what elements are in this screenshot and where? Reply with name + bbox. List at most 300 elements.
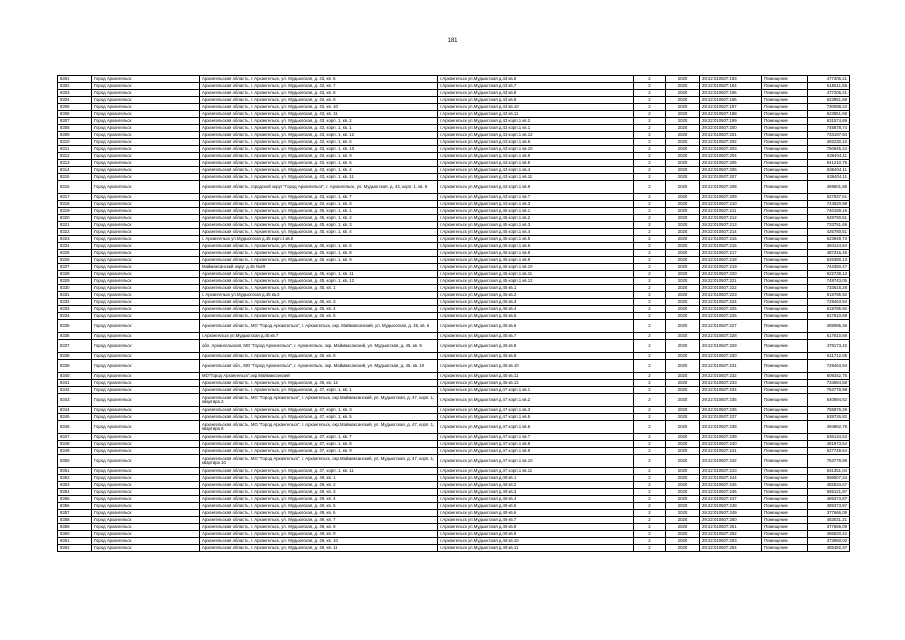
full-address-cell: Архангельская область, г. Архангельск, ул. Мудьюгская, д. 45, кв. 1 — [200, 285, 438, 292]
short-address-cell: г.Архангельск ул.Мудьюгская д.43 корп.1 кв.7 — [438, 194, 634, 201]
full-address-cell: Архангельская область, г. Архангельск, ул. Мудьюгская, д. 45, кв. 4 — [200, 306, 438, 313]
rooms-cell: 2 — [634, 264, 666, 271]
row-number-cell: 8362 — [58, 545, 92, 552]
cadastral-number-cell: 29:22:010507:209 — [700, 194, 762, 201]
municipality-cell: Город Архангельск — [92, 510, 200, 517]
object-type-cell: Помещение — [762, 510, 808, 517]
municipality-cell: Город Архангельск — [92, 306, 200, 313]
year-cell: 2020 — [666, 111, 700, 118]
rooms-cell: 2 — [634, 421, 666, 434]
row-number-cell: 8344 — [58, 407, 92, 414]
rooms-cell: 2 — [634, 387, 666, 394]
cost-cell: 377666,09 — [808, 524, 850, 531]
row-number-cell: 8358 — [58, 517, 92, 524]
object-type-cell: Помещение — [762, 118, 808, 125]
year-cell: 2020 — [666, 360, 700, 373]
cost-cell: 729463,94 — [808, 299, 850, 306]
rooms-cell: 2 — [634, 132, 666, 139]
cost-cell: 745878,74 — [808, 125, 850, 132]
row-number-cell: 8337 — [58, 340, 92, 353]
municipality-cell: Город Архангельск — [92, 271, 200, 278]
year-cell: 2020 — [666, 394, 700, 407]
cost-cell: 744520,98 — [808, 201, 850, 208]
row-number-cell: 8310 — [58, 139, 92, 146]
year-cell: 2020 — [666, 97, 700, 104]
full-address-cell: Архангельская область, г. Архангельск, ул. Мудьюгская, д. 43, кв. 6 — [200, 76, 438, 83]
short-address-cell: г.Архангельск ул.Мудьюгская д.47 корп.1 кв.10 — [438, 455, 634, 468]
cost-cell: 373950,02 — [808, 538, 850, 545]
year-cell: 2020 — [666, 421, 700, 434]
rooms-cell: 2 — [634, 278, 666, 285]
full-address-cell: Архангельская область, г. Архангельск, ул. Мудьюгская, д. 49, кв. 7 — [200, 517, 438, 524]
cost-cell: 619785,92 — [808, 306, 850, 313]
short-address-cell: г.Архангельск ул.Мудьюгская д.43 кв.11 — [438, 111, 634, 118]
row-number-cell: 8311 — [58, 146, 92, 153]
short-address-cell: г.Архангельск ул.Мудьюгская д.45 кв.8 — [438, 340, 634, 353]
full-address-cell: Архангельская область, г. Архангельск, ул. Мудьюгская, д. 49, кв. 6 — [200, 510, 438, 517]
year-cell: 2020 — [666, 278, 700, 285]
cadastral-number-cell: 29:22:010507:236 — [700, 407, 762, 414]
cadastral-number-cell: 29:22:010507:239 — [700, 434, 762, 441]
object-type-cell: Помещение — [762, 373, 808, 380]
cadastral-number-cell: 29:22:010507:214 — [700, 229, 762, 236]
cadastral-number-cell: 29:22:010507:212 — [700, 215, 762, 222]
full-address-cell: Архангельская область, г. Архангельск, ул. Мудьюгская, д. 45, корп. 1, кв. 3 — [200, 222, 438, 229]
cadastral-number-cell: 29:22:010507:194 — [700, 83, 762, 90]
municipality-cell: Город Архангельск — [92, 353, 200, 360]
row-number-cell: 8359 — [58, 524, 92, 531]
municipality-cell: Город Архангельск — [92, 160, 200, 167]
object-type-cell: Помещение — [762, 243, 808, 250]
year-cell: 2020 — [666, 125, 700, 132]
row-number-cell: 8345 — [58, 414, 92, 421]
row-number-cell: 8349 — [58, 448, 92, 455]
table-row — [58, 531, 850, 538]
short-address-cell: г.Архангельск ул.Мудьюгская д.49 кв.7 — [438, 517, 634, 524]
rooms-cell: 2 — [634, 434, 666, 441]
year-cell: 2020 — [666, 83, 700, 90]
rooms-cell: 2 — [634, 257, 666, 264]
table-row — [58, 448, 850, 455]
municipality-cell: Город Архангельск — [92, 496, 200, 503]
year-cell: 2020 — [666, 414, 700, 421]
rooms-cell: 2 — [634, 118, 666, 125]
row-number-cell: 8339 — [58, 360, 92, 373]
object-type-cell: Помещение — [762, 90, 808, 97]
object-type-cell: Помещение — [762, 208, 808, 215]
object-type-cell: Помещение — [762, 222, 808, 229]
municipality-cell: Город Архангельск — [92, 380, 200, 387]
cost-cell: 753778,98 — [808, 387, 850, 394]
cost-cell: 485373,87 — [808, 503, 850, 510]
year-cell: 2020 — [666, 299, 700, 306]
cost-cell: 749743,05 — [808, 278, 850, 285]
object-type-cell: Помещение — [762, 468, 808, 475]
full-address-cell: Архангельская область, г. Архангельск, ул. Мудьюгская, д. 45, кв. 9 — [200, 353, 438, 360]
cost-cell: 617610,69 — [808, 313, 850, 320]
rooms-cell: 2 — [634, 97, 666, 104]
cadastral-number-cell: 29:22:010507:200 — [700, 125, 762, 132]
year-cell: 2020 — [666, 441, 700, 448]
rooms-cell: 2 — [634, 333, 666, 340]
object-type-cell: Помещение — [762, 278, 808, 285]
full-address-cell: Архангельская область, г. Архангельск, ул. Мудьюгская, д. 47, корп. 1, кв. 5 — [200, 414, 438, 421]
year-cell: 2020 — [666, 434, 700, 441]
full-address-cell: Архангельская область, г. Архангельск, ул. Мудьюгская, д. 43, корп. 1, кв. 7 — [200, 194, 438, 201]
short-address-cell: г.Архангельск ул.Мудьюгская д.45 кв.11 — [438, 373, 634, 380]
rooms-cell: 2 — [634, 222, 666, 229]
cadastral-number-cell: 29:22:010507:248 — [700, 503, 762, 510]
cost-cell: 611712,05 — [808, 353, 850, 360]
rooms-cell: 2 — [634, 496, 666, 503]
rooms-cell: 2 — [634, 468, 666, 475]
row-number-cell: 8317 — [58, 194, 92, 201]
year-cell: 2020 — [666, 250, 700, 257]
object-type-cell: Помещение — [762, 482, 808, 489]
cost-cell: 485373,87 — [808, 496, 850, 503]
table-row — [58, 118, 850, 125]
row-number-cell: 8320 — [58, 215, 92, 222]
short-address-cell: г.Архангельск ул.Мудьюгская д.45 кв.10 — [438, 360, 634, 373]
municipality-cell: Город Архангельск — [92, 475, 200, 482]
cost-cell: 631574,69 — [808, 118, 850, 125]
object-type-cell: Помещение — [762, 299, 808, 306]
rooms-cell: 2 — [634, 236, 666, 243]
table-row — [58, 320, 850, 333]
cost-cell: 640894,62 — [808, 394, 850, 407]
row-number-cell: 8355 — [58, 496, 92, 503]
year-cell: 2020 — [666, 387, 700, 394]
object-type-cell: Помещение — [762, 292, 808, 299]
cost-cell: 626380,13 — [808, 257, 850, 264]
full-address-cell: Архангельская область, МО "Город Архангельск", г. Архангельск, окр.Маймаксанский, ул. Мудьюгская, д. 47, корп. 1, квартира 6 — [200, 421, 438, 434]
short-address-cell: г.Архангельск ул.Мудьюгская д.43 корп.1 кв.10 — [438, 146, 634, 153]
row-number-cell: 8319 — [58, 208, 92, 215]
cost-cell: 639726,82 — [808, 414, 850, 421]
municipality-cell: Город Архангельск — [92, 320, 200, 333]
cost-cell: 485482,37 — [808, 545, 850, 552]
row-number-cell: 8348 — [58, 441, 92, 448]
municipality-cell: Город Архангельск — [92, 468, 200, 475]
year-cell: 2020 — [666, 475, 700, 482]
municipality-cell: Город Архангельск — [92, 482, 200, 489]
year-cell: 2020 — [666, 380, 700, 387]
municipality-cell: Город Архангельск — [92, 250, 200, 257]
short-address-cell: г.Архангельск ул.Мудьюгская д.45 кв.4 — [438, 306, 634, 313]
cadastral-number-cell: 29:22:010507:232 — [700, 373, 762, 380]
year-cell: 2020 — [666, 510, 700, 517]
cost-cell: 733616,28 — [808, 285, 850, 292]
short-address-cell: г.Архангельск ул.Мудьюгская д.45 корп.1 кв.10 — [438, 264, 634, 271]
object-type-cell: Помещение — [762, 257, 808, 264]
table-row — [58, 299, 850, 306]
table-row — [58, 250, 850, 257]
object-type-cell: Помещение — [762, 394, 808, 407]
full-address-cell: Архангельская область, г. Архангельск, ул. Мудьюгская, д. 43, корп. 1, кв. 5 — [200, 160, 438, 167]
row-number-cell: 8354 — [58, 489, 92, 496]
year-cell: 2020 — [666, 181, 700, 194]
cadastral-number-cell: 29:22:010507:231 — [700, 360, 762, 373]
rooms-cell: 2 — [634, 503, 666, 510]
full-address-cell: Архангельская область, г. Архангельск, ул. Мудьюгская, д. 43, корп. 1, кв. 10 — [200, 146, 438, 153]
rooms-cell: 2 — [634, 448, 666, 455]
full-address-cell: Архангельская область, г. Архангельск, ул. Мудьюгская, д. 49, кв. 1 — [200, 475, 438, 482]
municipality-cell: Город Архангельск — [92, 257, 200, 264]
cadastral-number-cell: 29:22:010507:229 — [700, 340, 762, 353]
table-row — [58, 414, 850, 421]
municipality-cell: Город Архангельск — [92, 83, 200, 90]
cadastral-number-cell: 29:22:010507:204 — [700, 153, 762, 160]
object-type-cell: Помещение — [762, 132, 808, 139]
rooms-cell: 2 — [634, 510, 666, 517]
cadastral-number-cell: 29:22:010507:250 — [700, 517, 762, 524]
full-address-cell: Архангельская область, г. Архангельск, ул. Мудьюгская, д. 43, кв. 11 — [200, 111, 438, 118]
object-type-cell: Помещение — [762, 320, 808, 333]
rooms-cell: 2 — [634, 517, 666, 524]
object-type-cell: Помещение — [762, 434, 808, 441]
table-row — [58, 146, 850, 153]
year-cell: 2020 — [666, 201, 700, 208]
rooms-cell: 2 — [634, 83, 666, 90]
year-cell: 2020 — [666, 517, 700, 524]
object-type-cell: Помещение — [762, 496, 808, 503]
municipality-cell: Город Архангельск — [92, 104, 200, 111]
full-address-cell: Архангельская область, г. Архангельск, ул. Мудьюгская, д. 45, корп. 1, кв. 9 — [200, 257, 438, 264]
rooms-cell: 2 — [634, 299, 666, 306]
cost-cell: 627748,54 — [808, 448, 850, 455]
cadastral-number-cell: 29:22:010507:230 — [700, 353, 762, 360]
year-cell: 2020 — [666, 264, 700, 271]
municipality-cell: Город Архангельск — [92, 538, 200, 545]
municipality-cell: Город Архангельск — [92, 421, 200, 434]
cost-cell: 755876,29 — [808, 407, 850, 414]
table-row — [58, 373, 850, 380]
cadastral-number-cell: 29:22:010507:221 — [700, 278, 762, 285]
full-address-cell: Архангельская область, г. Архангельск, ул. Мудьюгская, д. 45, корп. 1, кв. 11 — [200, 271, 438, 278]
full-address-cell: Архангельская область, МО "Город Архангельск", г. Архангельск, окр.Маймаксанский, ул. Мудьюгская, д. 47, корп. 1, квартира 10 — [200, 455, 438, 468]
object-type-cell: Помещение — [762, 455, 808, 468]
cost-cell: 636404,11 — [808, 153, 850, 160]
year-cell: 2020 — [666, 353, 700, 360]
year-cell: 2020 — [666, 236, 700, 243]
municipality-cell: Город Архангельск — [92, 441, 200, 448]
object-type-cell: Помещение — [762, 313, 808, 320]
short-address-cell: г.Архангельск ул.Мудьюгская д.45 корп.1 кв.11 — [438, 271, 634, 278]
cadastral-number-cell: 29:22:010507:246 — [700, 489, 762, 496]
short-address-cell: г.Архангельск ул.Мудьюгская д.49 кв.11 — [438, 545, 634, 552]
rooms-cell: 2 — [634, 104, 666, 111]
short-address-cell: г.Архангельск ул.Мудьюгская д.43 корп.1 кв.4 — [438, 167, 634, 174]
table-row — [58, 489, 850, 496]
cost-cell: 628780,51 — [808, 215, 850, 222]
table-row — [58, 292, 850, 299]
year-cell: 2020 — [666, 538, 700, 545]
rooms-cell: 2 — [634, 271, 666, 278]
table-row — [58, 538, 850, 545]
table-row — [58, 236, 850, 243]
full-address-cell: Архангельская область, г. Архангельск, ул. Мудьюгская, д. 49, кв. 8 — [200, 524, 438, 531]
full-address-cell: Архангельская область, г. Архангельск, ул. Мудьюгская, д. 45, корп. 1, кв. 8 — [200, 250, 438, 257]
year-cell: 2020 — [666, 167, 700, 174]
municipality-cell: Город Архангельск — [92, 299, 200, 306]
cost-cell: 469601,85 — [808, 181, 850, 194]
short-address-cell: г.Архангельск ул.Мудьюгская д.43 корп.1 кв.1 — [438, 125, 634, 132]
full-address-cell: Архангельская область, г. Архангельск, ул. Мудьюгская, д. 43, корп. 1, кв. 3 — [200, 201, 438, 208]
short-address-cell: г.Архангельск ул.Мудьюгская д.49 кв.8 — [438, 524, 634, 531]
cadastral-number-cell: 29:22:010507:211 — [700, 208, 762, 215]
rooms-cell: 2 — [634, 153, 666, 160]
cost-cell: 742350,47 — [808, 264, 850, 271]
table-row — [58, 208, 850, 215]
municipality-cell: Город Архангельск — [92, 208, 200, 215]
full-address-cell: Архангельская область, городской округ "Город Архангельск", г. Архангельск, ул. Мудьюгская, д. 43, корп. 1, кв. 8 — [200, 181, 438, 194]
rooms-cell: 2 — [634, 545, 666, 552]
short-address-cell: г.Архангельск ул.Мудьюгская д.43 кв.8 — [438, 90, 634, 97]
row-number-cell: 8316 — [58, 181, 92, 194]
cost-cell: 753778,98 — [808, 455, 850, 468]
object-type-cell: Помещение — [762, 76, 808, 83]
row-number-cell: 8303 — [58, 90, 92, 97]
short-address-cell: г.Архангельск ул.Мудьюгская д.45 кв.9 — [438, 353, 634, 360]
full-address-cell: Архангельская область, г. Архангельск, ул. Мудьюгская, д. 45, кв. 5 — [200, 313, 438, 320]
cost-cell: 636404,11 — [808, 167, 850, 174]
cadastral-number-cell: 29:22:010507:225 — [700, 306, 762, 313]
year-cell: 2020 — [666, 285, 700, 292]
table-row — [58, 421, 850, 434]
cost-cell: 489085,36 — [808, 320, 850, 333]
table-row — [58, 360, 850, 373]
cost-cell: 494144,84 — [808, 243, 850, 250]
rooms-cell: 2 — [634, 353, 666, 360]
municipality-cell: Город Архангельск — [92, 531, 200, 538]
table-row — [58, 167, 850, 174]
cost-cell: 615611,55 — [808, 83, 850, 90]
cadastral-number-cell: 29:22:010507:206 — [700, 167, 762, 174]
municipality-cell: Город Архангельск — [92, 503, 200, 510]
municipality-cell: Город Архангельск — [92, 545, 200, 552]
short-address-cell: г.Архангельск ул.Мудьюгская д.47 корп.1 кв.5 — [438, 414, 634, 421]
cadastral-number-cell: 29:22:010507:243 — [700, 468, 762, 475]
cost-cell: 494862,76 — [808, 421, 850, 434]
municipality-cell: Город Архангельск — [92, 118, 200, 125]
rooms-cell: 2 — [634, 475, 666, 482]
object-type-cell: Помещение — [762, 139, 808, 146]
rooms-cell: 2 — [634, 111, 666, 118]
full-address-cell: Архангельская область, МО "Город Архангельск", г. Архангельск, окр.Маймаксанский, ул. Мудьюгская, д. 47, корп. 1, квартира 2 — [200, 394, 438, 407]
cadastral-number-cell: 29:22:010507:222 — [700, 285, 762, 292]
object-type-cell: Помещение — [762, 407, 808, 414]
table-row — [58, 160, 850, 167]
municipality-cell: Город Архангельск — [92, 264, 200, 271]
full-address-cell: Архангельская область, г. Архангельск, ул. Мудьюгская, д. 43, корп. 1, кв. 2 — [200, 118, 438, 125]
object-type-cell: Помещение — [762, 215, 808, 222]
object-type-cell: Помещение — [762, 160, 808, 167]
full-address-cell: г. Архангельск ул.Мудьюгская д.45 корп.1 кв.5 — [200, 236, 438, 243]
year-cell: 2020 — [666, 306, 700, 313]
object-type-cell: Помещение — [762, 353, 808, 360]
table-row — [58, 387, 850, 394]
municipality-cell: Город Архангельск — [92, 285, 200, 292]
cadastral-number-cell: 29:22:010507:254 — [700, 545, 762, 552]
object-type-cell: Помещение — [762, 125, 808, 132]
municipality-cell: Город Архангельск — [92, 167, 200, 174]
municipality-cell: Город Архангельск — [92, 373, 200, 380]
municipality-cell: Город Архангельск — [92, 313, 200, 320]
municipality-cell: Город Архангельск — [92, 201, 200, 208]
municipality-cell: Город Архангельск — [92, 333, 200, 340]
short-address-cell: г.Архангельск ул.Мудьюгская д.45 корп.1 кв.2 — [438, 215, 634, 222]
object-type-cell: Помещение — [762, 524, 808, 531]
row-number-cell: 8336 — [58, 333, 92, 340]
municipality-cell: Город Архангельск — [92, 236, 200, 243]
municipality-cell: Город Архангельск — [92, 111, 200, 118]
row-number-cell: 8324 — [58, 243, 92, 250]
cadastral-number-cell: 29:22:010507:217 — [700, 250, 762, 257]
short-address-cell: г.Архангельск ул.Мудьюгская д.45 кв.6 — [438, 320, 634, 333]
table-row — [58, 510, 850, 517]
short-address-cell: г.Архангельск ул.Мудьюгская д.47 корп.1 кв.9 — [438, 448, 634, 455]
rooms-cell: 2 — [634, 380, 666, 387]
table-row — [58, 496, 850, 503]
object-type-cell: Помещение — [762, 333, 808, 340]
full-address-cell: Архангельская область, г. Архангельск, ул. Мудьюгская, д. 49, кв. 5 — [200, 503, 438, 510]
short-address-cell: г.Архангельск ул.Мудьюгская д.45 корп.1 кв.4 — [438, 229, 634, 236]
short-address-cell: г.Архангельск ул.Мудьюгская д.45 корп.1 кв.9 — [438, 257, 634, 264]
object-type-cell: Помещение — [762, 153, 808, 160]
cadastral-number-cell: 29:22:010507:210 — [700, 201, 762, 208]
cost-cell: 481973,54 — [808, 441, 850, 448]
municipality-cell: Город Архангельск — [92, 97, 200, 104]
row-number-cell: 8331 — [58, 292, 92, 299]
rooms-cell: 2 — [634, 215, 666, 222]
row-number-cell: 8334 — [58, 313, 92, 320]
table-row — [58, 333, 850, 340]
table-row — [58, 201, 850, 208]
year-cell: 2020 — [666, 373, 700, 380]
short-address-cell: г.Архангельск ул.Мудьюгская д.43 корп.1 кв.2 — [438, 118, 634, 125]
year-cell: 2020 — [666, 468, 700, 475]
full-address-cell: г.Архангельск ул.Мудьюгская д.45 кв.7 — [200, 333, 438, 340]
row-number-cell: 8326 — [58, 257, 92, 264]
table-row — [58, 313, 850, 320]
rooms-cell: 2 — [634, 139, 666, 146]
rooms-cell: 2 — [634, 394, 666, 407]
short-address-cell: г.Архангельск ул.Мудьюгская д.47 корп.1 кв.1 — [438, 387, 634, 394]
short-address-cell: г.Архангельск ул.Мудьюгская д.47 корп.1 кв.8 — [438, 441, 634, 448]
registry-table — [57, 75, 850, 552]
row-number-cell: 8305 — [58, 104, 92, 111]
year-cell: 2020 — [666, 489, 700, 496]
cadastral-number-cell: 29:22:010507:207 — [700, 174, 762, 181]
full-address-cell: Архангельская область, г. Архангельск, ул. Мудьюгская, д. 45, корп. 1, кв. 2 — [200, 215, 438, 222]
rooms-cell: 2 — [634, 285, 666, 292]
cadastral-number-cell: 29:22:010507:220 — [700, 271, 762, 278]
object-type-cell: Помещение — [762, 271, 808, 278]
table-row — [58, 181, 850, 194]
year-cell: 2020 — [666, 139, 700, 146]
cadastral-number-cell: 29:22:010507:241 — [700, 448, 762, 455]
short-address-cell: г.Архангельск ул.Мудьюгская д.45 кв.7 — [438, 333, 634, 340]
cadastral-number-cell: 29:22:010507:252 — [700, 531, 762, 538]
full-address-cell: Архангельская область, г. Архангельск, ул. Мудьюгская, д. 45, корп. 1, кв. 6 — [200, 243, 438, 250]
short-address-cell: г.Архангельск ул.Мудьюгская д.49 кв.10 — [438, 538, 634, 545]
cadastral-number-cell: 29:22:010507:233 — [700, 380, 762, 387]
cost-cell: 636404,11 — [808, 174, 850, 181]
object-type-cell: Помещение — [762, 194, 808, 201]
cadastral-number-cell: 29:22:010507:249 — [700, 510, 762, 517]
cost-cell: 482534,67 — [808, 482, 850, 489]
full-address-cell: Архангельская область, г. Архангельск, ул. Мудьюгская, д. 47, корп. 1, кв. 3 — [200, 407, 438, 414]
